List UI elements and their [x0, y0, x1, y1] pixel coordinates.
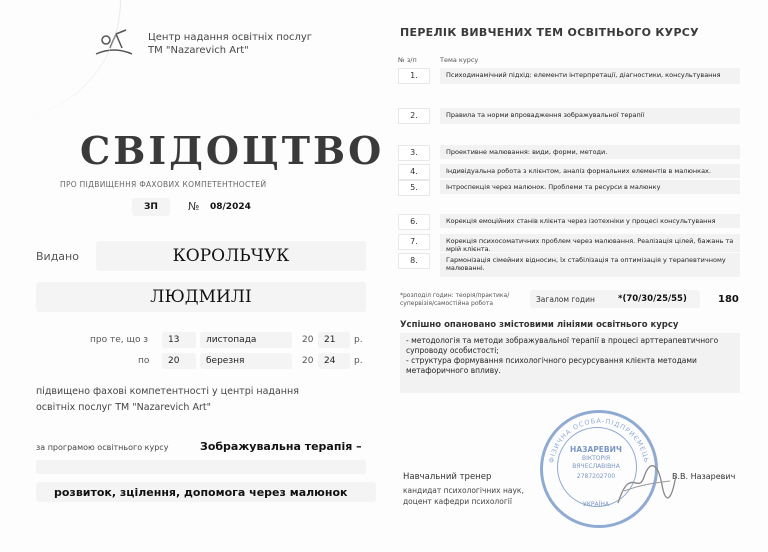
signature-block: [403, 472, 524, 507]
svg-text:ФІЗИЧНА ОСОБА-ПІДПРИЄМЕЦЬ: ФІЗИЧНА ОСОБА-ПІДПРИЄМЕЦЬ: [547, 416, 651, 464]
from-month: листопада: [206, 335, 257, 345]
topic-text: Корекція психосоматичних проблем через малювання. Реалізація цілей, бажань та мрій клієнта.: [446, 237, 734, 253]
body-line1: підвищено фахові компетентності у центрі надання: [36, 386, 299, 397]
program-title-part2: розвиток, зцілення, допомога через малюнок: [54, 486, 348, 499]
from-suffix: р.: [354, 335, 363, 345]
topic-number: 8.: [398, 253, 430, 269]
hours-total-label: Загалом годин: [536, 295, 595, 304]
topic-number: 3.: [398, 145, 430, 161]
topic-text: Корекція емоційних станів клієнта через ізотехніки у процесі консультування: [446, 217, 716, 225]
topic-number: 7.: [398, 234, 430, 250]
hours-split: *(70/30/25/55): [618, 294, 687, 304]
topic-number: 1.: [398, 68, 430, 84]
to-year-prefix: 20: [302, 356, 314, 366]
issued-label: Видано: [36, 250, 79, 263]
to-day: 20: [168, 356, 180, 366]
decor-arc: [0, 0, 121, 120]
hours-note-line1: *розподіл годин: теорія/практика/: [400, 292, 510, 299]
from-label: про те, що з: [90, 335, 149, 345]
stamp-name: ВІКТОРІЯ: [581, 455, 611, 462]
handwritten-signature: [610, 455, 680, 510]
program-field-1: [36, 460, 366, 474]
org-name-line1: Центр надання освітніх послуг: [148, 32, 313, 43]
trainer-role: Навчальний тренер: [403, 472, 492, 482]
topic-number: 4.: [398, 164, 430, 180]
stamp-patronymic: ВЯЧЕСЛАВІВНА: [572, 463, 620, 470]
from-day: 13: [168, 335, 180, 345]
from-year: 21: [324, 335, 336, 345]
topics-col-num: № з/п: [398, 56, 417, 64]
certificate-left-pane: [0, 0, 383, 552]
topic-text: Інтроспекція через малюнок. Проблеми та ресурси в малюнку: [446, 183, 661, 191]
topic-text: Гармонізація сімейних відносин, їх стабілізація та оптимізація у терапевтичному малюванні.: [446, 256, 726, 272]
mastered-line4: метафоричного впливу.: [406, 366, 501, 375]
hours-note-line2: супервізія/самостійна робота: [400, 300, 494, 307]
cert-number-label: №: [188, 200, 200, 213]
hours-note: [400, 292, 509, 308]
mastered-line1: - методологія та методи зображувальної терапії в процесі арттерапевтичного: [406, 336, 719, 345]
topic-number: 6.: [398, 214, 430, 230]
trainer-name: В.В. Назаревич: [672, 472, 736, 481]
topic-text: Проективне малювання: види, форми, методи.: [446, 148, 608, 156]
cert-number: 08/2024: [210, 202, 251, 212]
body-line2: освітніх послуг ТМ "Nazarevich Art": [36, 402, 211, 413]
topic-number: 2.: [398, 108, 430, 124]
stamp-country: УКРАЇНА: [582, 501, 610, 508]
stamp-code: 2787202700: [576, 473, 616, 480]
mastered-line3: - структура формування психологічного ресурсування клієнта методами: [406, 356, 697, 365]
certificate-subtitle: ПРО ПІДВИЩЕННЯ ФАХОВИХ КОМПЕТЕНТНОСТЕЙ: [60, 180, 267, 189]
cert-series: ЗП: [144, 202, 158, 212]
topic-text: Індивідуальна робота з клієнтом, аналіз формальних елементів в малюнках.: [446, 167, 711, 175]
to-year: 24: [324, 356, 336, 366]
mastered-line2: супроводу особистості;: [406, 346, 499, 355]
recipient-surname: КОРОЛЬЧУК: [172, 246, 290, 266]
to-month: березня: [206, 356, 245, 366]
mastered-text: [406, 336, 718, 376]
program-title-part1: Зображувальна терапія –: [200, 440, 362, 453]
topics-header: ПЕРЕЛІК ВИВЧЕНИХ ТЕМ ОСВІТНЬОГО КУРСУ: [400, 26, 699, 39]
org-name-line2: ТМ "Nazarevich Art": [148, 45, 249, 56]
program-label: за програмою освітнього курсу: [36, 443, 169, 452]
trainer-dept: доцент кафедри психології: [403, 497, 512, 506]
certificate-title: СВІДОЦТВО: [80, 128, 385, 173]
topics-col-topic: Тема курсу: [440, 56, 479, 64]
mastered-header: Успішно опановано змістовими лініями освітнього курсу: [400, 320, 679, 330]
to-label: по: [138, 356, 150, 366]
topic-text: Психодинамічний підхід: елементи інтерпретації, діагностики, консультування: [446, 71, 721, 79]
stamp-surname: НАЗАРЕВИЧ: [570, 445, 622, 454]
from-year-prefix: 20: [302, 335, 314, 345]
trainer-degree: кандидат психологічних наук,: [403, 486, 524, 495]
topic-number: 5.: [398, 180, 430, 196]
to-suffix: р.: [354, 356, 363, 366]
topic-text: Правила та норми впровадження зображувальної терапії: [446, 111, 645, 119]
recipient-name: ЛЮДМИЛІ: [150, 287, 252, 307]
hours-total: 180: [718, 294, 739, 305]
